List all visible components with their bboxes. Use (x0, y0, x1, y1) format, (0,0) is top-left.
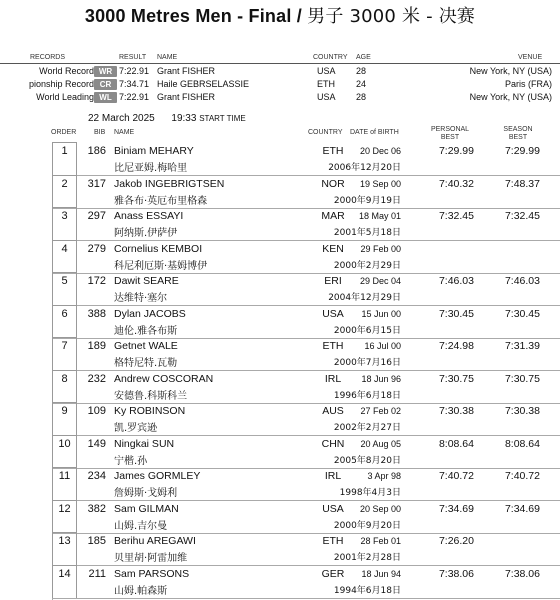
athlete-name-chinese: 达维特·塞尔 (114, 293, 168, 304)
athlete-country: MAR (321, 210, 345, 222)
athlete-dob-chinese: 2006年12月20日 (328, 163, 401, 173)
athlete-order: 4 (61, 243, 68, 255)
athlete-dob: 3 Apr 98 (367, 471, 401, 481)
athlete-season-best: 7:29.99 (504, 145, 540, 157)
athlete-name-chinese: 比尼亚姆.梅哈里 (114, 163, 188, 174)
athlete-name-chinese: 科尼利厄斯·基姆博伊 (114, 261, 208, 272)
record-venue: New York, NY (USA) (469, 92, 552, 102)
athlete-name-chinese: 山姆.帕森斯 (114, 586, 168, 597)
athlete-name-chinese: 格特尼特.瓦勒 (114, 358, 178, 369)
row-separator (52, 565, 560, 566)
athlete-order: 3 (61, 210, 68, 222)
athlete-dob-chinese: 1996年6月18日 (333, 391, 401, 401)
athlete-personal-best: 7:40.32 (438, 178, 474, 190)
athlete-season-best: 7:31.39 (504, 340, 540, 352)
athlete-name-chinese: 雅各布·英厄布里格森 (114, 196, 208, 207)
record-venue: New York, NY (USA) (469, 66, 552, 76)
athlete-name-chinese: 安德鲁.科斯科兰 (114, 391, 188, 402)
athlete-country: NOR (321, 178, 345, 190)
athlete-order: 8 (61, 373, 68, 385)
athlete-personal-best: 7:32.45 (438, 210, 474, 222)
row-separator (52, 500, 560, 501)
records-header-country: COUNTRY (313, 54, 348, 61)
athlete-name: Dawit SEARE (114, 275, 179, 287)
row-separator (52, 338, 560, 339)
record-result: 7:34.71 (119, 79, 150, 89)
athlete-dob: 15 Jun 00 (361, 309, 401, 319)
athlete-season-best: 7:40.72 (504, 470, 540, 482)
athlete-order: 13 (58, 535, 71, 547)
athlete-dob: 16 Jul 00 (364, 341, 401, 351)
col-season-best-line2: BEST (508, 134, 528, 141)
athlete-bib: 109 (87, 405, 106, 417)
athlete-name-chinese: 宁楷.孙 (114, 456, 148, 467)
athlete-season-best: 7:46.03 (504, 275, 540, 287)
row-separator (52, 468, 560, 469)
record-type: pionship Record (28, 79, 94, 89)
record-venue: Paris (FRA) (505, 79, 552, 89)
athlete-personal-best: 7:26.20 (438, 535, 474, 547)
athlete-country: USA (322, 503, 344, 515)
record-age: 28 (356, 66, 367, 76)
row-separator (52, 175, 560, 176)
athlete-dob: 29 Feb 00 (360, 244, 401, 254)
col-dob: DATE of BIRTH (350, 129, 399, 136)
athlete-dob: 28 Feb 01 (360, 536, 401, 546)
start-list-header (0, 126, 560, 144)
record-row (0, 66, 560, 79)
athlete-season-best: 7:34.69 (504, 503, 540, 515)
athlete-personal-best: 7:34.69 (438, 503, 474, 515)
record-type: World Record (39, 66, 94, 76)
row-separator (52, 533, 560, 534)
athlete-bib: 232 (87, 373, 106, 385)
records-header-result: RESULT (119, 54, 147, 61)
athlete-dob-chinese: 2005年8月20日 (333, 456, 401, 466)
athlete-bib: 149 (87, 438, 106, 450)
athlete-name: Sam PARSONS (114, 568, 190, 580)
athlete-season-best: 8:08.64 (504, 438, 540, 450)
record-athlete: Haile GEBRSELASSIE (157, 79, 250, 89)
row-separator (52, 598, 560, 599)
athlete-bib: 189 (87, 340, 106, 352)
row-separator (52, 240, 560, 241)
athlete-dob: 19 Sep 00 (359, 179, 401, 189)
athlete-country: KEN (322, 243, 344, 255)
record-row (0, 79, 560, 92)
record-badge: WR (94, 66, 117, 77)
athlete-personal-best: 7:46.03 (438, 275, 474, 287)
athlete-country: ETH (322, 535, 344, 547)
athlete-dob: 18 Jun 94 (361, 569, 401, 579)
athlete-bib: 382 (87, 503, 106, 515)
athlete-country: GER (321, 568, 345, 580)
record-badge: WL (94, 92, 117, 103)
athlete-name: Dylan JACOBS (114, 308, 186, 320)
athlete-name: Anass ESSAYI (114, 210, 184, 222)
athlete-dob: 27 Feb 02 (360, 406, 401, 416)
athlete-country: CHN (321, 438, 345, 450)
athlete-bib: 297 (87, 210, 106, 222)
athlete-name: Getnet WALE (114, 340, 178, 352)
athlete-dob-chinese: 2000年9月20日 (333, 521, 401, 531)
athlete-personal-best: 7:30.75 (438, 373, 474, 385)
col-name: NAME (114, 129, 135, 136)
athlete-dob-chinese: 2001年5月18日 (333, 228, 401, 238)
athlete-dob-chinese: 2002年2月27日 (333, 423, 401, 433)
record-age: 28 (356, 92, 367, 102)
athlete-name: Ky ROBINSON (114, 405, 186, 417)
athlete-name-chinese: 贝里胡·阿雷加维 (114, 553, 188, 564)
athlete-season-best: 7:48.37 (504, 178, 540, 190)
record-result: 7:22.91 (119, 92, 150, 102)
athlete-dob-chinese: 2000年2月29日 (333, 261, 401, 271)
row-separator (52, 208, 560, 209)
col-season-best (496, 126, 540, 142)
athlete-personal-best: 7:30.45 (438, 308, 474, 320)
athlete-country: ETH (322, 340, 344, 352)
athlete-bib: 388 (87, 308, 106, 320)
athlete-season-best: 7:32.45 (504, 210, 540, 222)
row-separator (52, 273, 560, 274)
col-personal-best (428, 126, 472, 142)
athlete-country: USA (322, 308, 344, 320)
athlete-dob: 18 May 01 (358, 211, 401, 221)
athlete-name-chinese: 阿纳斯.伊萨伊 (114, 228, 178, 239)
athlete-order: 1 (61, 145, 68, 157)
athlete-dob: 20 Sep 00 (359, 504, 401, 514)
athlete-name: James GORMLEY (114, 470, 201, 482)
record-country: USA (317, 66, 336, 76)
athlete-dob: 20 Aug 05 (360, 439, 401, 449)
athlete-bib: 186 (87, 145, 106, 157)
athlete-dob: 18 Jun 96 (361, 374, 401, 384)
athlete-name-chinese: 詹姆斯·戈姆利 (114, 488, 178, 499)
athlete-dob: 20 Dec 06 (359, 146, 401, 156)
athlete-dob-chinese: 1994年6月18日 (333, 586, 401, 596)
row-separator (52, 435, 560, 436)
event-dateline (88, 113, 246, 124)
athlete-name: Andrew COSCORAN (114, 373, 214, 385)
athlete-personal-best: 7:38.06 (438, 568, 474, 580)
records-header-records: RECORDS (30, 54, 66, 61)
athlete-name: Jakob INGEBRIGTSEN (114, 178, 225, 190)
athlete-dob-chinese: 1998年4月3日 (339, 488, 401, 498)
athlete-dob-chinese: 2000年6月15日 (333, 326, 401, 336)
record-row (0, 92, 560, 105)
record-athlete: Grant FISHER (157, 92, 216, 102)
athlete-order: 7 (61, 340, 68, 352)
athlete-personal-best: 7:40.72 (438, 470, 474, 482)
records-divider (0, 63, 560, 64)
col-season-best-line1: SEASON (503, 126, 533, 133)
title-english: 3000 Metres Men - Final / (84, 6, 308, 26)
page-title (0, 2, 560, 28)
athlete-order: 10 (58, 438, 71, 450)
athlete-dob: 29 Dec 04 (359, 276, 401, 286)
athlete-bib: 211 (88, 568, 106, 580)
records-header-name: NAME (157, 54, 178, 61)
row-separator (52, 305, 560, 306)
athlete-season-best: 7:30.38 (504, 405, 540, 417)
record-type: World Leading (36, 92, 94, 102)
athlete-dob-chinese: 2004年12月29日 (328, 293, 401, 303)
athlete-personal-best: 8:08.64 (438, 438, 474, 450)
record-country: USA (317, 92, 336, 102)
athlete-name: Ningkai SUN (114, 438, 175, 450)
record-country: ETH (317, 79, 335, 89)
athlete-order: 14 (58, 568, 71, 580)
record-badge: CR (94, 79, 117, 90)
athlete-name-chinese: 山姆.吉尔曼 (114, 521, 168, 532)
athlete-country: IRL (324, 470, 342, 482)
athlete-country: ETH (322, 145, 344, 157)
athlete-bib: 185 (87, 535, 106, 547)
row-separator (52, 370, 560, 371)
title-chinese: 男子 3000 米 - 决赛 (307, 6, 476, 27)
athlete-personal-best: 7:24.98 (438, 340, 474, 352)
col-personal-best-line1: PERSONAL (430, 126, 470, 133)
col-country: COUNTRY (308, 129, 343, 136)
record-athlete: Grant FISHER (157, 66, 216, 76)
athlete-country: AUS (322, 405, 344, 417)
athlete-country: IRL (324, 373, 342, 385)
athlete-name: Sam GILMAN (114, 503, 179, 515)
athlete-season-best: 7:30.75 (504, 373, 540, 385)
athlete-dob-chinese: 2001年2月28日 (333, 553, 401, 563)
col-personal-best-line2: BEST (440, 134, 460, 141)
athlete-name: Cornelius KEMBOI (114, 243, 203, 255)
athlete-personal-best: 7:29.99 (438, 145, 474, 157)
athlete-name: Berihu AREGAWI (114, 535, 196, 547)
col-bib: BIB (94, 129, 106, 136)
athlete-season-best: 7:30.45 (504, 308, 540, 320)
athlete-dob-chinese: 2000年9月19日 (333, 196, 401, 206)
event-date: 22 March 2025 (88, 113, 155, 124)
athlete-order: 9 (61, 405, 68, 417)
record-age: 24 (356, 79, 367, 89)
athlete-name-chinese: 凯.罗宾逊 (114, 423, 158, 434)
athlete-bib: 317 (87, 178, 106, 190)
start-time-label: START TIME (199, 114, 246, 123)
event-time: 19:33 (171, 113, 197, 124)
athlete-order: 12 (58, 503, 71, 515)
athlete-personal-best: 7:30.38 (438, 405, 474, 417)
athlete-bib: 279 (87, 243, 106, 255)
athlete-order: 5 (61, 275, 68, 287)
athlete-name: Biniam MEHARY (114, 145, 194, 157)
col-order: ORDER (51, 129, 77, 136)
athlete-country: ERI (324, 275, 342, 287)
records-header-venue: VENUE (518, 54, 543, 61)
athlete-bib: 234 (87, 470, 106, 482)
athlete-name-chinese: 迪伦.雅各布斯 (114, 326, 178, 337)
row-separator (52, 403, 560, 404)
athlete-order: 11 (58, 470, 71, 482)
athlete-order: 6 (61, 308, 68, 320)
record-result: 7:22.91 (119, 66, 150, 76)
athlete-order: 2 (61, 178, 68, 190)
athlete-season-best: 7:38.06 (504, 568, 540, 580)
athlete-dob-chinese: 2000年7月16日 (333, 358, 401, 368)
records-header-age: AGE (356, 54, 371, 61)
athlete-bib: 172 (87, 275, 106, 287)
